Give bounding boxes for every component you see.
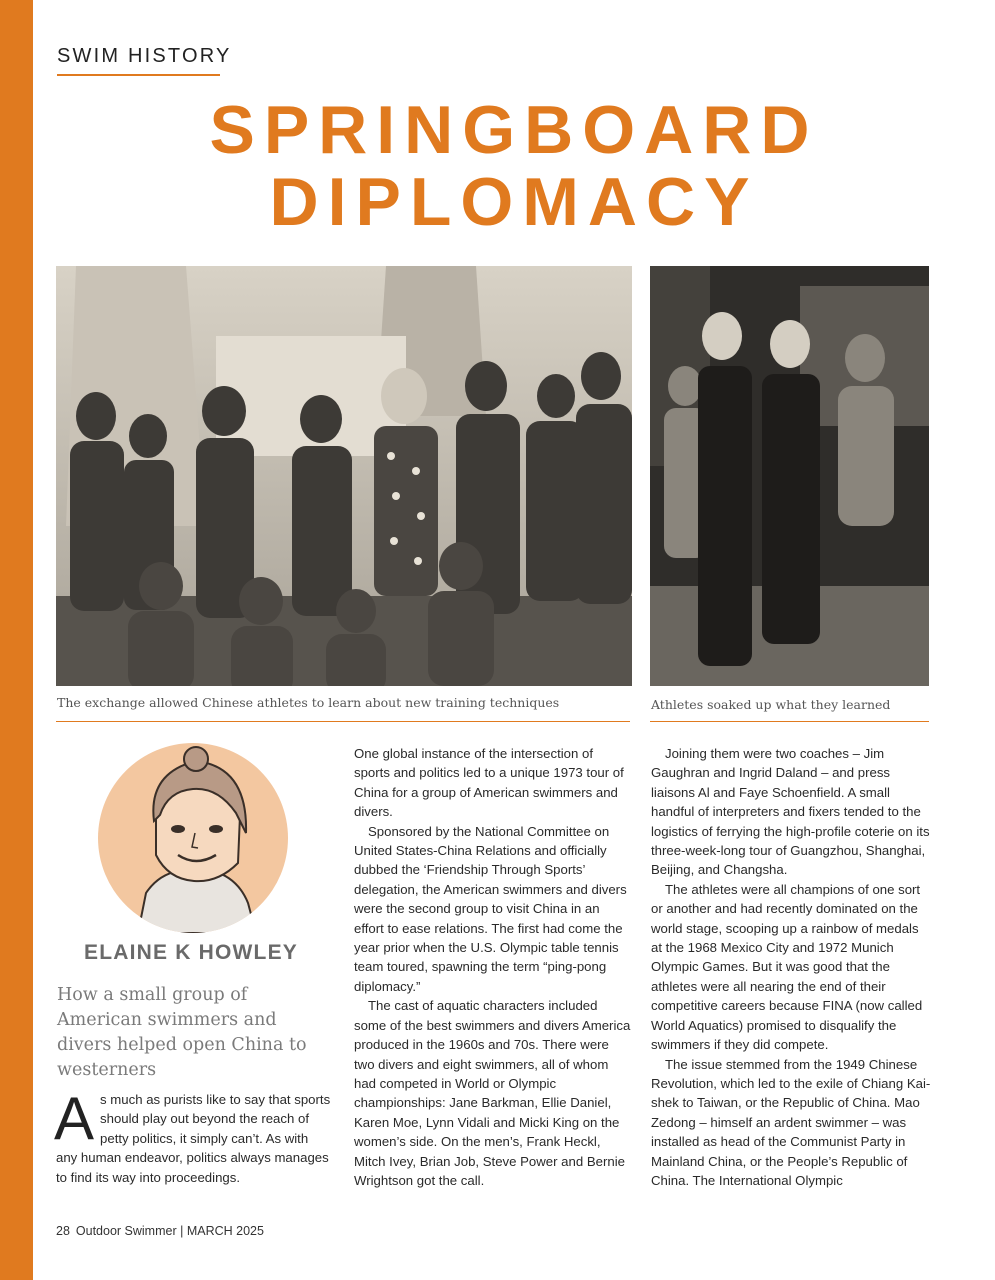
page-number: 28 (56, 1224, 70, 1238)
intro-paragraph (54, 1085, 331, 1187)
body-paragraph: The athletes were all champions of one sort or another and had recently dominated on the world stage, scooping up a rainbow of medals at the 1968 Mexico City and 1972 Munich Olympic Games. But it was good that the athletes were all nearing the end of their competitive careers because FINA (now called World Aquatics) promised to disqualify the swimmers if they did compete. (651, 881, 923, 1053)
column-left (54, 1085, 331, 1187)
body-paragraph: One global instance of the intersection of sports and politics led to a unique 1973 tour of China for a group of American swimmers and divers. (354, 746, 624, 820)
athletes-photo (650, 266, 929, 686)
headline-line-2: DIPLOMACY (269, 164, 759, 240)
orange-side-bar (0, 0, 33, 1280)
caption-rule-side (650, 721, 929, 722)
author-avatar (98, 743, 288, 933)
standfirst: How a small group of American swimmers and divers helped open China to westerners (57, 985, 307, 1080)
caption-rule-main (56, 721, 630, 722)
side-photo-caption: Athletes soaked up what they learned (651, 697, 891, 712)
section-label: SWIM HISTORY (57, 45, 232, 67)
publication-info: Outdoor Swimmer | MARCH 2025 (75, 1224, 264, 1238)
author-name: ELAINE K HOWLEY (83, 941, 298, 964)
headline-line-1: SPRINGBOARD (209, 92, 819, 168)
column-right (651, 744, 931, 1190)
main-photo-caption: The exchange allowed Chinese athletes to learn about new training techniques (57, 695, 560, 710)
body-paragraph: Joining them were two coaches – Jim Gaughran and Ingrid Daland – and press liaisons Al and Faye Schoenfield. A small handful of interpreters and fixers tended to the logistics of ferrying the high-profile coterie on its three-week-long tour of Guangzhou, Shanghai, Beijing, and Changsha. (651, 746, 930, 878)
drop-cap: A (54, 1085, 95, 1152)
body-paragraph: The cast of aquatic characters included some of the best swimmers and divers America produced in the 1960s and 70s. There were two divers and eight swimmers, all of whom had competed in World or Olympic championships: Jane Barkman, Ellie Daniel, Karen Moe, Lynn Vidali and Micki King on the women’s side. On the men’s, Frank Heckl, Mitch Ivey, Brian Job, Steve Power and Bernie Wrightson got the call. (354, 998, 631, 1188)
intro-text: s much as purists like to say that sports should play out beyond the reach of petty politics, it simply can’t. As with any human endeavor, politics always manages to find its way into proceedings. (56, 1092, 331, 1185)
page-footer (56, 1224, 264, 1238)
body-paragraph: Sponsored by the National Committee on United States-China Relations and officially dubbed the ‘Friendship Through Sports’ delegation, the American swimmers and divers were the second group to visit China in an effort to ease relations. The first had come the year prior when the U.S. Olympic table tennis team toured, spawning the term “ping-pong diplomacy.” (354, 823, 627, 994)
body-paragraph: The issue stemmed from the 1949 Chinese Revolution, which led to the exile of Chiang Kai-shek to Taiwan, or the Republic of China. Mao Zedong – himself an ardent swimmer – was installed as head of the Communist Party in Mainland China, or the People’s Republic of China. The International Olympic (651, 1056, 931, 1188)
column-middle (354, 744, 632, 1190)
group-photo (56, 266, 632, 686)
section-underline (57, 74, 220, 76)
